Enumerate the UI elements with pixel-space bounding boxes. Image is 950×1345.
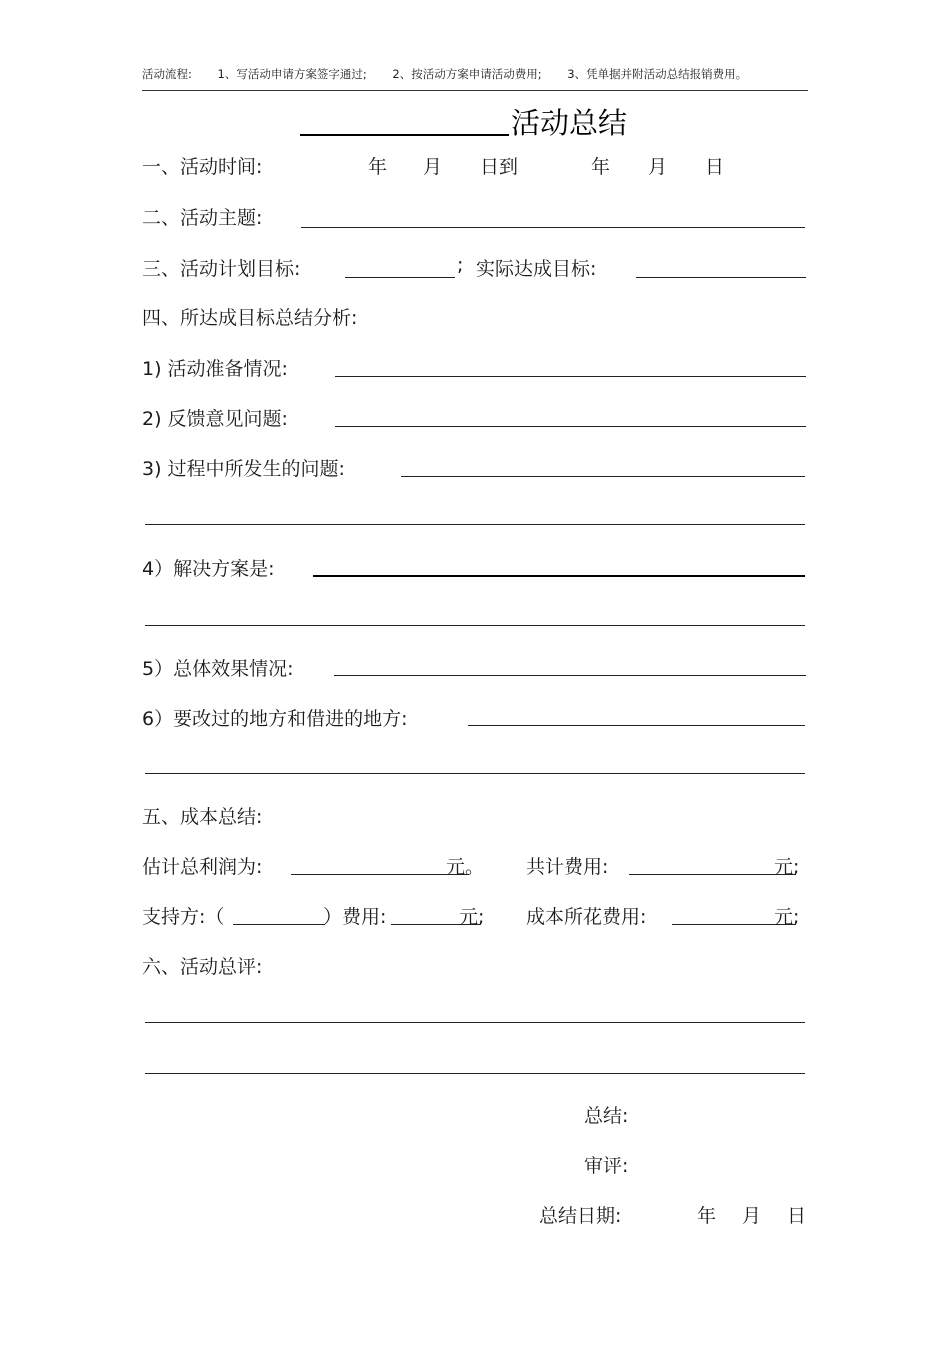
process-problem-label: 3) 过程中所发生的问题: bbox=[142, 458, 345, 480]
improve-label: 6）要改过的地方和借进的地方: bbox=[142, 708, 408, 730]
process-step-1: 1、写活动申请方案签字通过; bbox=[217, 67, 367, 81]
prep-label: 1) 活动准备情况: bbox=[142, 358, 288, 380]
plan-target-label: 三、活动计划目标: bbox=[142, 258, 301, 280]
target-separator: ; bbox=[457, 254, 464, 276]
effect-label: 5）总体效果情况: bbox=[142, 658, 294, 680]
total-cost-yuan: 元; bbox=[774, 856, 800, 878]
start-month-label: 月 bbox=[423, 156, 443, 178]
prep-field[interactable] bbox=[335, 376, 806, 377]
profit-yuan: 元。 bbox=[446, 856, 485, 878]
summary-signature-label: 总结: bbox=[584, 1105, 629, 1127]
theme-label: 二、活动主题: bbox=[142, 207, 263, 229]
end-year-label: 年 bbox=[591, 156, 611, 178]
start-year-label: 年 bbox=[368, 156, 388, 178]
actual-target-field[interactable] bbox=[636, 277, 806, 278]
total-cost-field[interactable] bbox=[629, 874, 795, 875]
review-field-1[interactable] bbox=[145, 1022, 805, 1023]
analysis-label: 四、所达成目标总结分析: bbox=[142, 307, 358, 329]
supporter-yuan: 元; bbox=[459, 906, 485, 928]
solution-field[interactable] bbox=[313, 575, 805, 577]
feedback-field[interactable] bbox=[335, 426, 806, 427]
solution-field-continued[interactable] bbox=[145, 625, 805, 626]
total-cost-label: 共计费用: bbox=[526, 856, 609, 878]
improve-field-continued[interactable] bbox=[145, 773, 805, 774]
solution-label: 4）解决方案是: bbox=[142, 558, 275, 580]
cost-spent-label: 成本所花费用: bbox=[526, 906, 647, 928]
plan-target-field[interactable] bbox=[345, 277, 455, 278]
process-step-3: 3、凭单据并附活动总结报销费用。 bbox=[567, 67, 748, 81]
review-label: 六、活动总评: bbox=[142, 956, 263, 978]
summary-date-day: 日 bbox=[787, 1205, 807, 1227]
title-blank-line[interactable] bbox=[300, 134, 509, 136]
supporter-suffix: ）费用: bbox=[323, 906, 387, 928]
end-month-label: 月 bbox=[648, 156, 668, 178]
cost-label: 五、成本总结: bbox=[142, 806, 263, 828]
feedback-label: 2) 反馈意见问题: bbox=[142, 408, 288, 430]
review-field-2[interactable] bbox=[145, 1073, 805, 1074]
cost-spent-yuan: 元; bbox=[774, 906, 800, 928]
summary-date-label: 总结日期: bbox=[539, 1205, 622, 1227]
actual-target-label: 实际达成目标: bbox=[476, 258, 597, 280]
process-header bbox=[142, 66, 769, 82]
improve-field[interactable] bbox=[468, 725, 805, 726]
summary-date-year: 年 bbox=[697, 1205, 717, 1227]
page-title: 活动总结 bbox=[511, 106, 628, 140]
profit-field[interactable] bbox=[291, 874, 469, 875]
review-signature-label: 审评: bbox=[584, 1155, 629, 1177]
supporter-name-field[interactable] bbox=[233, 924, 325, 925]
process-prefix: 活动流程: bbox=[142, 67, 192, 81]
time-label: 一、活动时间: bbox=[142, 156, 263, 178]
theme-field[interactable] bbox=[301, 227, 805, 228]
process-step-2: 2、按活动方案申请活动费用; bbox=[392, 67, 542, 81]
effect-field[interactable] bbox=[334, 675, 806, 676]
summary-date-month: 月 bbox=[742, 1205, 762, 1227]
process-problem-field[interactable] bbox=[401, 476, 805, 477]
header-rule bbox=[142, 90, 808, 91]
process-problem-field-continued[interactable] bbox=[145, 524, 805, 525]
supporter-prefix: 支持方:（ bbox=[142, 906, 225, 928]
profit-label: 估计总利润为: bbox=[142, 856, 263, 878]
end-day-label: 日 bbox=[705, 156, 725, 178]
start-day-to-label: 日到 bbox=[480, 156, 519, 178]
